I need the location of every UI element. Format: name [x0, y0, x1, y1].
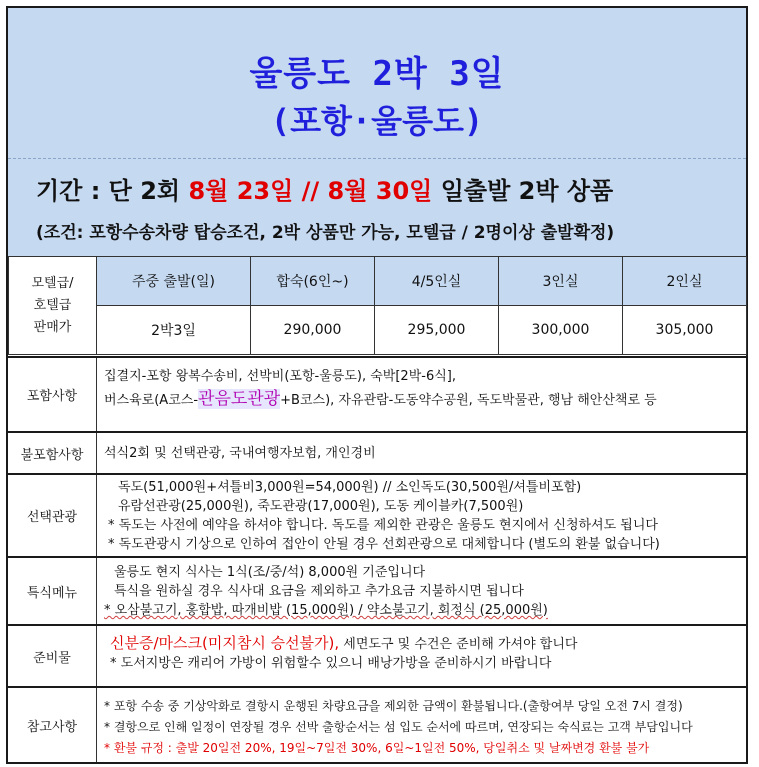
- content-line: 특식을 원하실 경우 식사대 요금을 제외하고 추가요금 지불하시면 됩니다: [114, 584, 524, 599]
- content-line: [104, 386, 742, 414]
- booking-conditions: (조건: 포항수송차량 탑승조건, 2박 상품만 가능, 모텔급 / 2명이상 출발확정): [36, 223, 615, 243]
- content-line: 석식2회 및 선택관광, 국내여행자보험, 개인경비: [104, 446, 376, 461]
- page-title: 울릉도 2박 3일: [249, 54, 505, 94]
- section-excluded: [8, 431, 746, 473]
- content-line: * 오삼불고기, 홍합밥, 따개비밥 (15,000원) / 약소불고기, 회정식 (25,000원): [104, 603, 548, 618]
- section-optional-tours: [8, 473, 746, 556]
- table-cell: 295,000: [375, 306, 499, 355]
- section-label: 준비물: [8, 626, 97, 686]
- period-suffix: 일출발 2박 상품: [432, 177, 614, 205]
- column-header: 4/5인실: [375, 257, 499, 306]
- content-line: [104, 634, 742, 654]
- section-content: [108, 478, 742, 554]
- column-header: 2인실: [623, 257, 747, 306]
- section-label: 선택관광: [8, 475, 97, 556]
- period-prefix: 기간 : 단 2회: [36, 177, 189, 205]
- section-special-menu: [8, 556, 746, 624]
- column-header: 3인실: [499, 257, 623, 306]
- table-cell: 290,000: [251, 306, 375, 355]
- red-notice: 신분증/마스크(미지참시 승선불가),: [110, 634, 340, 652]
- period-dates: 8월 23일 // 8월 30일: [188, 177, 433, 205]
- content-line: 유람선관광(25,000원), 죽도관광(17,000원), 도동 케이블카(7,500원): [118, 499, 524, 514]
- flyer-header: [8, 8, 746, 258]
- refund-policy: * 환불 규정 : 출발 20일전 20%, 19일~7일전 30%, 6일~1일전 50%, 당일취소 및 날짜변경 환불 불가: [104, 741, 650, 755]
- section-included: [8, 356, 746, 431]
- highlight-text: 관음도관광: [198, 389, 281, 409]
- departure-period: [36, 171, 613, 206]
- price-table-header-row: [9, 257, 747, 306]
- content-line: * 독도는 사전에 예약을 하셔야 합니다. 독도를 제외한 관광은 울릉도 현지에서 신청하셔도 됩니다: [108, 518, 658, 533]
- line-text: +B코스), 자유관람-도동약수공원, 독도박물관, 행남 해안산책로 등: [280, 393, 657, 408]
- tour-flyer: [6, 6, 748, 764]
- section-notes: [8, 686, 746, 762]
- content-line: * 도서지방은 캐리어 가방이 위험할수 있으니 배낭가방을 준비하시기 바랍니다: [110, 656, 552, 671]
- section-content: [104, 444, 742, 463]
- page-subtitle: (포항·울릉도): [270, 102, 484, 140]
- section-content: [104, 634, 742, 673]
- table-cell: 305,000: [623, 306, 747, 355]
- line-text: 버스육로(A코스-: [104, 393, 199, 408]
- line-text: 세면도구 및 수건은 준비해 가셔야 합니다: [339, 637, 578, 652]
- section-content: [104, 367, 742, 414]
- divider: [8, 158, 746, 159]
- price-row-label: [9, 257, 97, 355]
- section-supplies: [8, 624, 746, 686]
- price-table: [8, 256, 747, 355]
- section-content: [104, 696, 742, 759]
- price-label-line: 모텔급/: [31, 275, 74, 291]
- content-line: * 독도관광시 기상으로 인하여 접안이 안될 경우 선회관광으로 대체합니다 (별도의 환불 없습니다): [108, 537, 660, 552]
- section-label: 포함사항: [8, 358, 97, 431]
- content-line: * 결항으로 인해 일정이 연장될 경우 선박 출항순서는 섬 입도 순서에 따르며, 연장되는 숙식료는 고객 부담입니다: [104, 720, 693, 734]
- content-line: 독도(51,000원+셔틀비3,000원=54,000원) // 소인독도(30,500원/셔틀비포함): [118, 480, 582, 495]
- table-cell: 300,000: [499, 306, 623, 355]
- content-line: 집결지-포항 왕복수송비, 선박비(포항-울릉도), 숙박[2박-6식],: [104, 369, 456, 384]
- content-line: * 포항 수송 중 기상악화로 결항시 운행된 차량요금을 제외한 금액이 환불됩니다.(출항여부 당일 오전 7시 결정): [104, 699, 683, 713]
- table-cell: 2박3일: [97, 306, 251, 355]
- column-header: 합숙(6인~): [251, 257, 375, 306]
- price-label-line: 판매가: [33, 319, 72, 335]
- content-line: 울릉도 현지 식사는 1식(조/중/석) 8,000원 기준입니다: [114, 565, 426, 580]
- section-label: 불포함사항: [8, 433, 97, 473]
- column-header: 주중 출발(일): [97, 257, 251, 306]
- section-content: [104, 563, 742, 620]
- price-table-value-row: [9, 306, 747, 355]
- price-label-line: 호텔급: [33, 297, 72, 313]
- section-label: 참고사항: [8, 688, 97, 762]
- section-label: 특식메뉴: [8, 558, 97, 624]
